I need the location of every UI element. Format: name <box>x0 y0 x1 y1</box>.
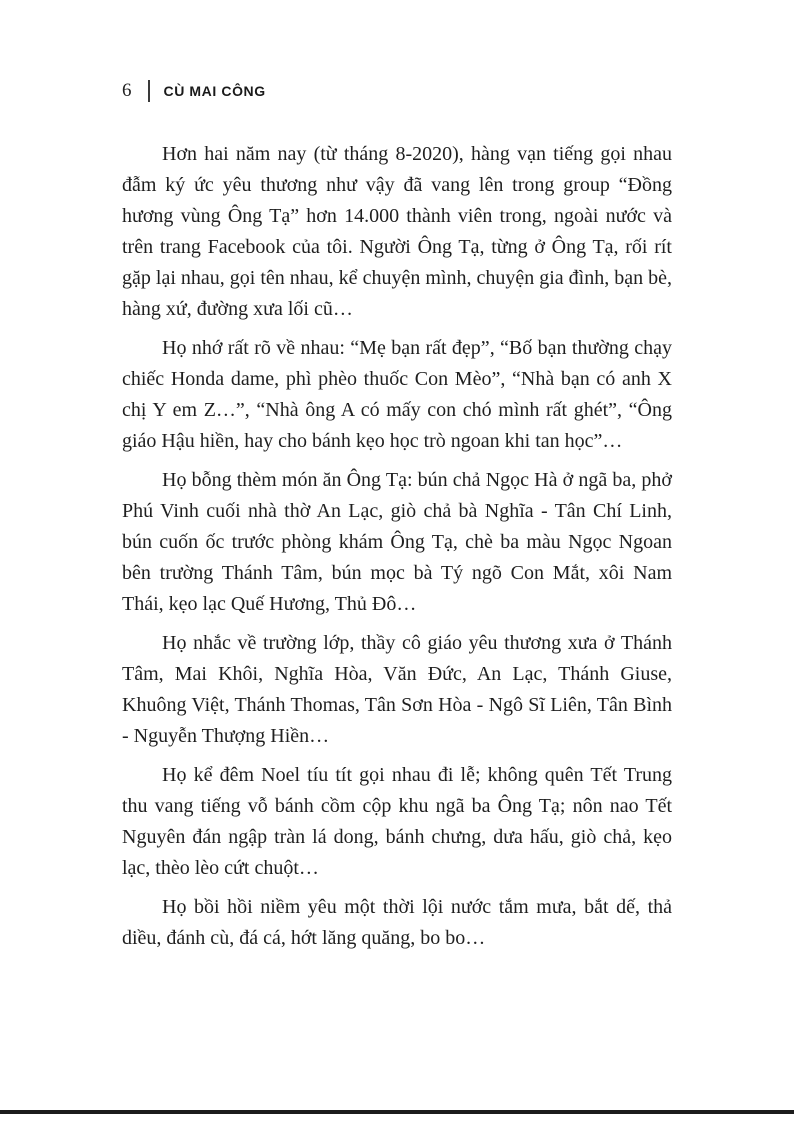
running-head: CÙ MAI CÔNG <box>163 83 266 99</box>
paragraph-1: Hơn hai năm nay (từ tháng 8-2020), hàng vạn tiếng gọi nhau đẫm ký ức yêu thương như vậy đã vang lên trong group “Đồng hương vùng Ông Tạ” hơn 14.000 thành viên trong, ngoài nước và trên trang Facebook của tôi. Người Ông Tạ, từng ở Ông Tạ, rối rít gặp lại nhau, gọi tên nhau, kể chuyện mình, chuyện gia đình, bạn bè, hàng xứ, đường xưa lối cũ… <box>122 143 672 320</box>
page-body <box>122 139 672 962</box>
page-header <box>122 80 266 102</box>
page-number: 6 <box>122 80 132 101</box>
paragraph-2: Họ nhớ rất rõ về nhau: “Mẹ bạn rất đẹp”, “Bố bạn thường chạy chiếc Honda dame, phì phèo thuốc Con Mèo”, “Nhà bạn có anh X chị Y em Z…”, “Nhà ông A có mấy con chó mình rất ghét”, “Ông giáo Hậu hiền, hay cho bánh kẹo học trò ngoan khi tan học”… <box>122 337 672 452</box>
paragraph-3: Họ bỗng thèm món ăn Ông Tạ: bún chả Ngọc Hà ở ngã ba, phở Phú Vinh cuối nhà thờ An Lạc, giò chả bà Nghĩa - Tân Chí Linh, bún cuốn ốc trước phòng khám Ông Tạ, chè ba màu Ngọc Ngoan bên trường Thánh Tâm, bún mọc bà Tý ngõ Con Mắt, xôi Nam Thái, kẹo lạc Quế Hương, Thủ Đô… <box>122 469 672 615</box>
header-divider <box>148 80 150 102</box>
paragraph-4: Họ nhắc về trường lớp, thầy cô giáo yêu thương xưa ở Thánh Tâm, Mai Khôi, Nghĩa Hòa, Văn Đức, An Lạc, Thánh Giuse, Khuông Việt, Thánh Thomas, Tân Sơn Hòa - Ngô Sĩ Liên, Tân Bình - Nguyễn Thượng Hiền… <box>122 632 672 747</box>
bottom-rule <box>0 1110 794 1114</box>
paragraph-5: Họ kể đêm Noel tíu tít gọi nhau đi lễ; không quên Tết Trung thu vang tiếng vỗ bánh cồm cộp khu ngã ba Ông Tạ; nôn nao Tết Nguyên đán ngập tràn lá dong, bánh chưng, dưa hấu, giò chả, kẹo lạc, thèo lèo cứt chuột… <box>122 764 672 879</box>
paragraph-6: Họ bồi hồi niềm yêu một thời lội nước tắm mưa, bắt dế, thả diều, đánh cù, đá cá, hớt lăng quăng, bo bo… <box>122 896 672 949</box>
